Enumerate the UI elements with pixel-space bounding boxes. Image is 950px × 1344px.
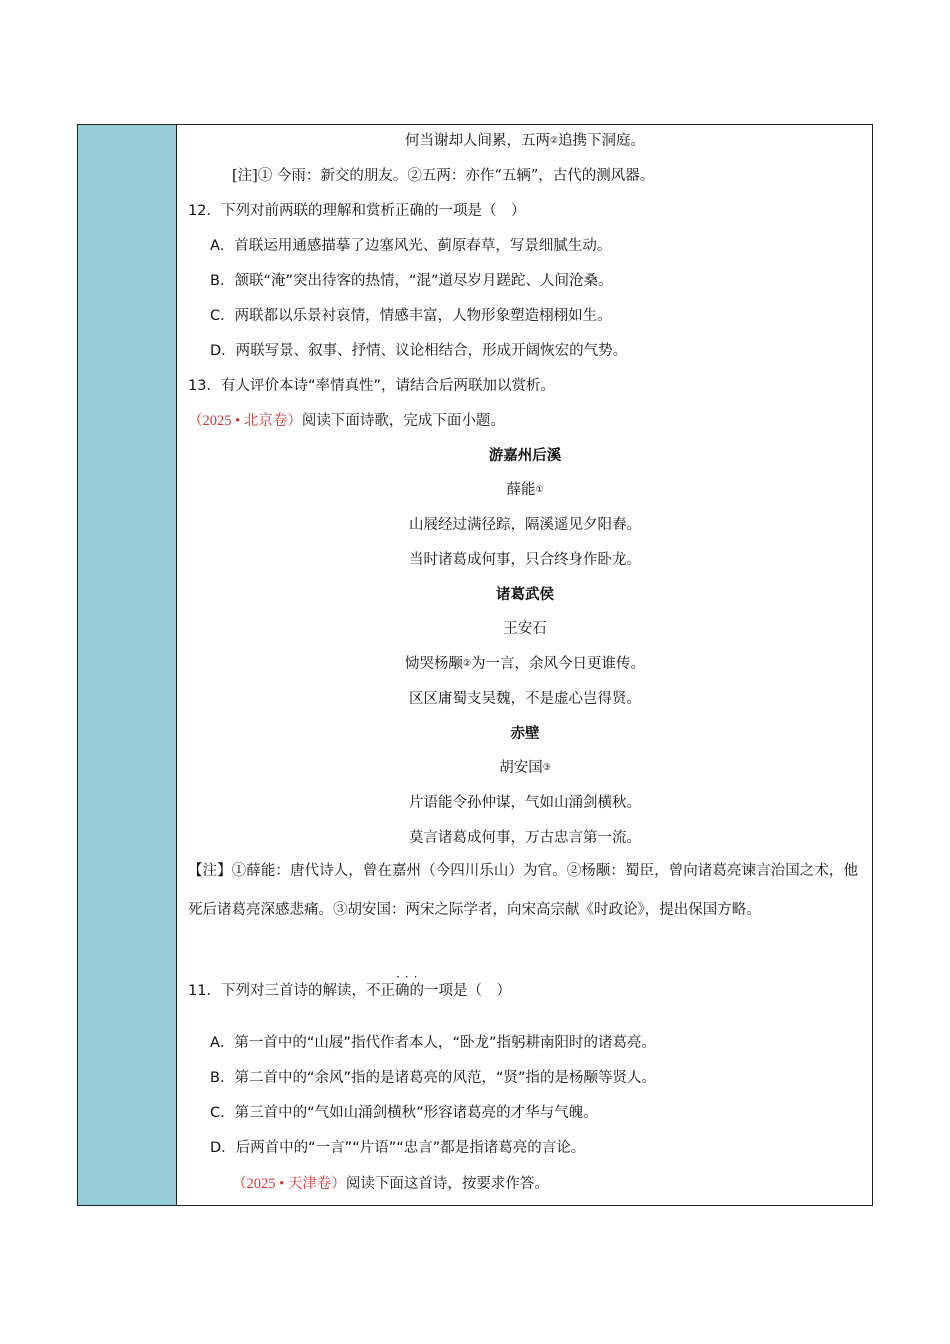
q12-stem: 12．下列对前两联的理解和赏析正确的一项是（ ） — [188, 203, 526, 219]
poem3-title: 赤壁 — [510, 726, 540, 742]
q11-option-b[interactable]: B．第二首中的“余风”指的是诸葛亮的风范，“贤”指的是杨颙等贤人。 — [210, 1070, 656, 1086]
content-column — [178, 125, 872, 1205]
source-tag: 2025 • 天津卷 — [246, 1176, 332, 1192]
poem-note: [注]① 今雨：新交的朋友。②五两：亦作“五辆”，古代的测风器。 — [232, 168, 655, 184]
q12-option-a[interactable]: A．首联运用通感描摹了边塞风光、蓟原春草，写景细腻生动。 — [210, 238, 612, 254]
poem3-line1: 片语能令孙仲谋，气如山涌剑横秋。 — [409, 795, 641, 811]
poem1-author: 薛能① — [506, 482, 544, 498]
poem2-line1: 恸哭杨颙②为一言，余风今日更谁传。 — [404, 656, 646, 672]
poem2-author: 王安石 — [503, 621, 547, 637]
q12-option-b[interactable]: B．颔联“淹”突出待客的热情，“混”道尽岁月蹉跎、人间沧桑。 — [210, 273, 613, 289]
tianjin-intro — [232, 1174, 549, 1194]
source-paren: ） — [287, 413, 302, 429]
poem2-line2: 区区庸蜀支吴魏，不是虚心岂得贤。 — [409, 691, 641, 707]
poem2-title: 诸葛武侯 — [496, 587, 554, 603]
label-column — [78, 125, 177, 1205]
q11-stem: 11．下列对三首诗的解读，不正确的一项是（ ） — [188, 983, 511, 999]
poem1-title: 游嘉州后溪 — [488, 448, 562, 464]
q11-option-c[interactable]: C．第三首中的“气如山涌剑横秋”形容诸葛亮的才华与气魄。 — [210, 1105, 598, 1121]
instruction: 阅读下面诗歌，完成下面小题。 — [301, 413, 505, 429]
poem1-line2: 当时诸葛成何事，只合终身作卧龙。 — [409, 552, 641, 568]
q12-option-d[interactable]: D．两联写景、叙事、抒情、议论相结合，形成开阔恢宏的气势。 — [210, 343, 628, 359]
q12-option-c[interactable]: C．两联都以乐景衬哀情，情感丰富，人物形象塑造栩栩如生。 — [210, 308, 612, 324]
poem-last-line: 何当谢却人间累，五两②追携下洞庭。 — [404, 133, 646, 149]
poem3-author: 胡安国③ — [499, 760, 551, 776]
poems-note: 【注】①薛能：唐代诗人，曾在嘉州（今四川乐山）为官。②杨颙：蜀臣，曾向诸葛亮谏言治国之术，他死后诸葛亮深感悲痛。③胡安国：两宋之际学者，向宋高宗献《时政论》，提出保国方略。 — [188, 863, 858, 918]
q13-stem: 13．有人评价本诗“率情真性”，请结合后两联加以赏析。 — [188, 378, 555, 394]
source-paren: ） — [331, 1176, 346, 1192]
source-paren: （ — [232, 1176, 247, 1192]
q11-option-d[interactable]: D．后两首中的“一言”“片语”“忠言”都是指诸葛亮的言论。 — [210, 1140, 586, 1156]
source-tag: 2025 • 北京卷 — [202, 413, 288, 429]
source-paren: （ — [188, 413, 203, 429]
poem3-line2: 莫言诸葛成何事，万古忠言第一流。 — [409, 830, 641, 846]
instruction: 阅读下面这首诗，按要求作答。 — [345, 1176, 549, 1192]
beijing-intro — [188, 411, 505, 431]
emphasis-dots: ··· — [396, 970, 423, 984]
poem1-line1: 山屐经过满径踪，隔溪遥见夕阳舂。 — [409, 517, 641, 533]
q11-option-a[interactable]: A．第一首中的“山屐”指代作者本人，“卧龙”指躬耕南阳时的诸葛亮。 — [210, 1035, 656, 1051]
question-table — [77, 124, 873, 1206]
